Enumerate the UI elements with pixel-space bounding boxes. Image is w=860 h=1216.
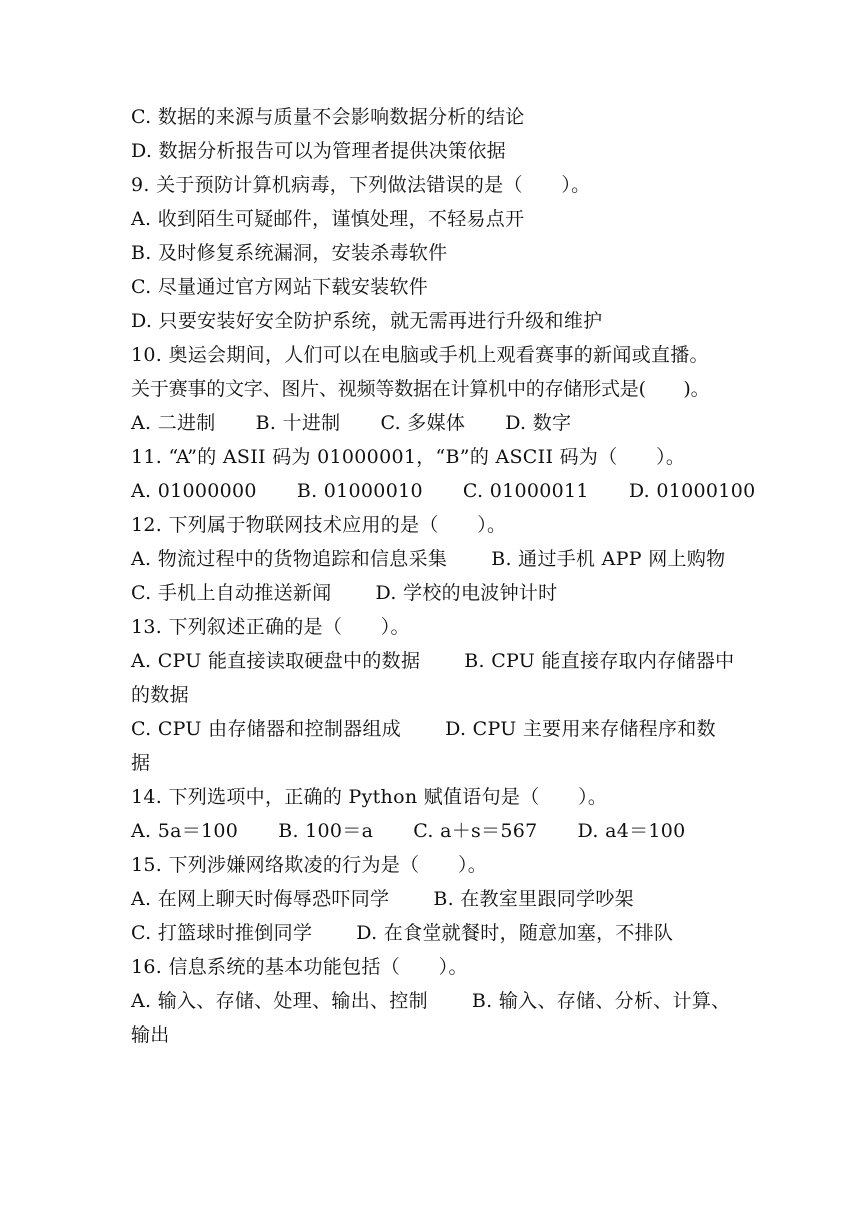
question-10-stem-line-2: 关于赛事的文字、图片、视频等数据在计算机中的存储形式是( )。 — [131, 378, 710, 400]
question-14-option-a: A. 5a＝100 — [131, 820, 239, 842]
question-12-options-row-1 — [131, 542, 741, 576]
question-13-option-b-continued: 的数据 — [131, 684, 189, 706]
question-15-option-d: D. 在食堂就餐时，随意加塞，不排队 — [356, 922, 674, 944]
question-12-option-d: D. 学校的电波钟计时 — [375, 582, 558, 604]
question-15-stem: 15. 下列涉嫌网络欺凌的行为是（ ）。 — [131, 854, 488, 876]
question-15-option-a: A. 在网上聊天时侮辱恐吓同学 — [131, 888, 390, 910]
question-13-option-a: A. CPU 能直接读取硬盘中的数据 — [131, 650, 421, 672]
question-14-options — [131, 814, 741, 848]
question-13-options-row-2 — [131, 712, 741, 746]
question-16-option-a: A. 输入、存储、处理、输出、控制 — [131, 990, 428, 1012]
question-9-option-b: B. 及时修复系统漏洞，安装杀毒软件 — [131, 242, 448, 264]
question-16-options-row-1 — [131, 984, 741, 1018]
question-11-options — [131, 474, 756, 508]
question-15-options-row-1 — [131, 882, 741, 916]
question-10-option-a: A. 二进制 — [131, 412, 216, 434]
question-11-option-a: A. 01000000 — [131, 480, 257, 502]
question-13-option-d: D. CPU 主要用来存储程序和数 — [445, 718, 716, 740]
question-10-option-b: B. 十进制 — [255, 412, 341, 434]
question-9-option-c: C. 尽量通过官方网站下载安装软件 — [131, 276, 429, 298]
question-14-stem: 14. 下列选项中，正确的 Python 赋值语句是（ ）。 — [131, 786, 608, 808]
question-13-stem: 13. 下列叙述正确的是（ ）。 — [131, 616, 410, 638]
question-13-option-b: B. CPU 能直接存取内存储器中 — [464, 650, 735, 672]
question-16-stem: 16. 信息系统的基本功能包括（ ）。 — [131, 956, 468, 978]
question-8-option-c: C. 数据的来源与质量不会影响数据分析的结论 — [131, 106, 525, 128]
question-11-option-b: B. 01000010 — [296, 480, 423, 502]
question-14-option-c: C. a＋s＝567 — [413, 820, 538, 842]
question-13-option-c: C. CPU 由存储器和控制器组成 — [131, 718, 402, 740]
question-14-option-b: B. 100＝a — [278, 820, 374, 842]
question-8-option-d: D. 数据分析报告可以为管理者提供决策依据 — [131, 140, 506, 162]
question-16-option-b: B. 输入、存储、分析、计算、 — [471, 990, 731, 1012]
question-12-option-b: B. 通过手机 APP 网上购物 — [491, 548, 726, 570]
question-9-option-d: D. 只要安装好安全防护系统，就无需再进行升级和维护 — [131, 310, 603, 332]
question-9-stem: 9. 关于预防计算机病毒，下列做法错误的是（ ）。 — [131, 174, 591, 196]
question-12-option-c: C. 手机上自动推送新闻 — [131, 582, 332, 604]
question-12-options-row-2 — [131, 576, 741, 610]
question-12-stem: 12. 下列属于物联网技术应用的是（ ）。 — [131, 514, 507, 536]
question-10-option-d: D. 数字 — [505, 412, 572, 434]
question-12-option-a: A. 物流过程中的货物追踪和信息采集 — [131, 548, 448, 570]
question-16-option-b-continued: 输出 — [131, 1024, 170, 1046]
question-11-stem: 11. “A”的 ASII 码为 01000001，“B”的 ASCII 码为（ ）。 — [131, 446, 686, 468]
question-14-option-d: D. a4＝100 — [577, 820, 686, 842]
exam-page — [131, 100, 756, 1052]
question-10-option-c: C. 多媒体 — [380, 412, 466, 434]
question-9-option-a: A. 收到陌生可疑邮件，谨慎处理，不轻易点开 — [131, 208, 525, 230]
question-15-options-row-2 — [131, 916, 741, 950]
question-10-options — [131, 406, 741, 440]
question-15-option-c: C. 打篮球时推倒同学 — [131, 922, 313, 944]
question-11-option-d: D. 01000100 — [628, 480, 756, 502]
question-10-stem-line-1: 10. 奥运会期间，人们可以在电脑或手机上观看赛事的新闻或直播。 — [131, 344, 709, 366]
question-15-option-b: B. 在教室里跟同学吵架 — [433, 888, 634, 910]
question-13-options-row-1 — [131, 644, 741, 678]
question-11-option-c: C. 01000011 — [462, 480, 589, 502]
question-13-option-d-continued: 据 — [131, 752, 151, 774]
